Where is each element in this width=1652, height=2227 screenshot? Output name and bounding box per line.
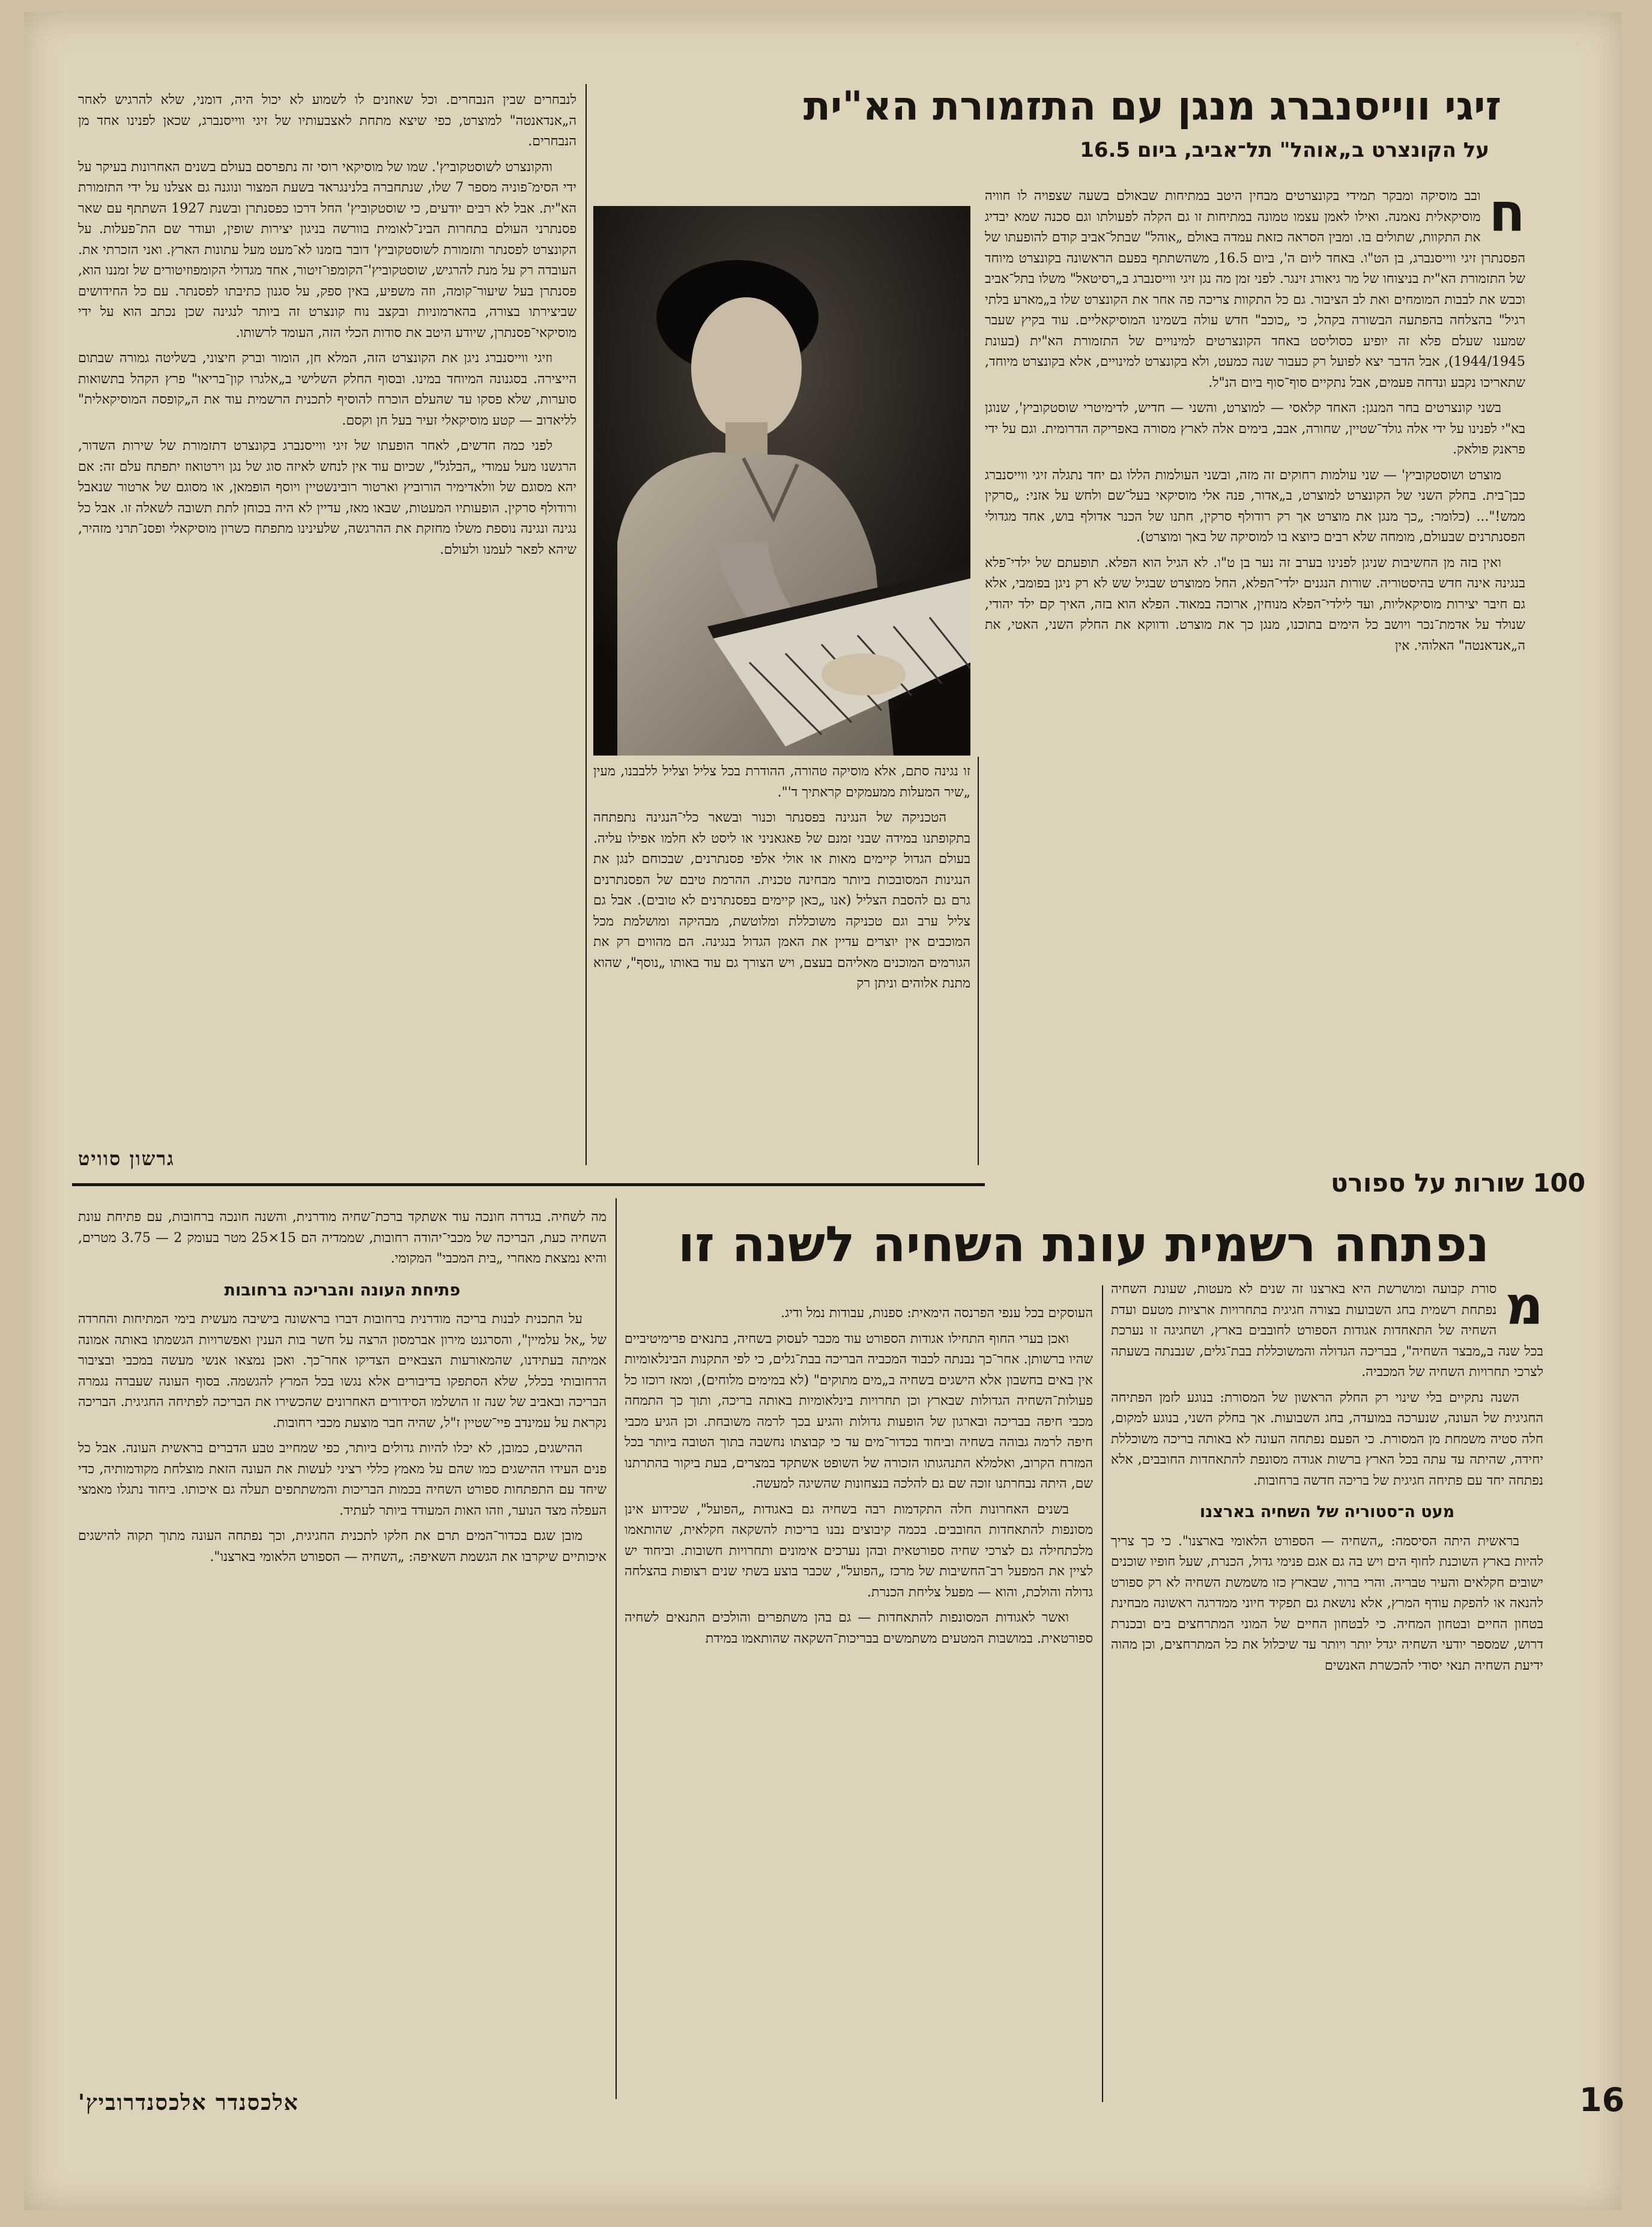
paragraph: בשני קונצרטים בחר המנגן: האחד קלאסי — למוצרט, והשני — חדיש, לדימיטרי שוסטקוביץ', שנוגן בא"י לפנינו על ידי אלה גולד־שטיין, שחורה, אבב, בימים אלה לארץ מסורה באפריקה הדרומית. וגם על ידי פראנק פולאק. [985,401,1525,457]
article1-byline: גרשון סוויט [78,1147,175,1170]
dropcap: ח [1489,186,1525,243]
article1-subtitle: על הקונצרט ב„אוהל" תל־אביב, ביום 16.5 [1080,138,1489,162]
pianist-photo [593,206,970,756]
paragraph: סורת קבועה ומושרשת היא בארצנו זה שנים לא מעטות, שעונת השחיה נפתחת רשמית בחג השבועות בצורה חגיגית בתחרויות ארציות מטעם ועדת השחיה של התאחדות אגודות הספורט לחובבים בארץ, ושחגיגה זו נערכת בכל שנה ב„מבצר השחיה", בבריכה הגדולה והמשוכללת בבת־גלים, שנבנתה בשעתה לצרכי תחרויות השחיה של המכביה. [1111,1282,1543,1380]
paragraph: וזיגי ווייסנברג ניגן את הקונצרט הזה, המלא חן, הומור וברק חיצוני, בשליטה גמורה שבתום הייצירה. בסגנונה המיוחד במינו. ובסוף החלק השלישי ב„אלגרו קון־בריאו" פרץ הקהל בתשואות סוערות, שלא פסקו עד שהעלם הוכרח להוסיף לתכנית הרשמית עוד את ה„קופסה המוסיקאלית" לליאדוב — קטע מוסיקאלי זעיר בעל חן וקסם. [78,351,576,428]
section-label: 100 שורות על ספורט [985,1168,1585,1198]
article1-column-right [985,186,1525,1135]
article1-column-middle [593,762,970,1134]
column-divider [616,1198,617,2099]
paragraph: ובב מוסיקה ומבקר תמידי בקונצרטים מבחין היטב במתיחות שבאולם בשעה שצפויה לו חוויה מוסיקאלית נאמנה. ואילו לאמן עצמו טמונה במתיחות זו גם הקלה לפעולתו וגם סכנה שמא יבדיג את התקוות, שתולים בו. ומבין הסראה כזאת עמדה באולם „אוהל" שבתל־אביב קודם להופעתו של הפסנתרן זיגי ווייסנברג, בן הט"ו. באחד ליום ה', ביום 16.5, משהשתתף בפעם הראשונה בקונצרט מיוחד של התזמורת הא"ית בניצוחו של מר גיאורג זינגר. לפני זמן מה נגן זיגי ווייסנברג ב„רסיטאל" משלו בתל־אביב וכבש את לבבות המומחים ואת לב הציבור. גם כל התקוות צריכה פה אחר את הקונצרט שלו ב„מארע בלתי רגיל" בהצלחה בהפתעה הבשורה בקהל, כי „כוכב" חדש עולה בשמינו המוסיקאליים. עוד בקיץ שעבר שמענו שעלם פלא זה יופיע כסוליסט באחד הקונצרטים למינויים של התזמורת הא"ית (בעונת 1944/1945), אבל הדבר יצא לפועל רק כעבור שנה כמעט, ולא בקונצרט למינויים, אלא בקונצרט מיוחד, שתאריכו נקבע ונדחה פעמים, אבל נתקיים סוף־סוף ביום הנ"ל. [985,189,1525,390]
paragraph: זו נגינה סתם, אלא מוסיקה טהורה, ההודרת בכל צליל וצליל ללבבנו, מעין „שיר המעלות ממעמקים קראתיך ד'". [593,764,970,800]
column-divider [585,84,587,1165]
paragraph: לפני כמה חדשים, לאחר הופעתו של זיגי ווייסנברג בקונצרט דתזמורת של שירות השדור, הרגשנו מעל עמודי „הבלגל", שכיום עוד אין לנחש לאיזה סוג של נגן וירטואוז יתפתח עלם זה: אם יהא מסוגם של וולאדימיר הורוביץ וארטור רובינשטיין ויוסף הופמאן, או מסוגם של ארטור שנאבל ורודולף סרקין. הופעותיו המעטות, שבאו מאז, עדיין לא היה בכוחן לתת תשובה לשאלה זו. אבל כל נגינה ונגינה נוספת משלו מחזקת את ההרגשה, שלעינינו מתפתח כשרון מוסיקאלי ופסנ־תרני מזהיר, שיהא לפאר לעמנו ולעולם. [78,438,576,557]
section-heading: מעט ה־סטוריה של השחיה בארצנו [1199,1503,1455,1521]
article2-title: נפתחה רשמית עונת השחיה לשנה זו [677,1216,1489,1273]
paragraph: מובן שגם בכדור־המים תרם את חלקו לתכנית החגיגית, וכך נפתחה העונה מתוך תקוה להישגים איכותיים שיקרבו את הגשמת השאיפה: „השחיה — הספורט הלאומי בארצנו". [78,1529,607,1565]
dropcap: מ [1505,1279,1543,1336]
newspaper-page [24,12,1625,2210]
paragraph: ההישגים, כמובן, לא יכלו להיות גדולים ביותר, כפי שמחייב טבע הדברים בראשית העונה. אבל כל פנים העידו ההישגים כמו שהם על מאמץ כללי רציני לעשות את העונה הזאת מוצלחת מקודמותיה, כדי שיחד עם התפתחות ספורט השחיה בכמות הבריכות והמשתתפים תעלה גם איכותו. ביחוד נתגלו מאמצי העפלה מצד הנוער, וזהו האות המעודד ביותר לעתיד. [78,1441,607,1518]
paragraph: ואשר לאגודות המסונפות להתאחדות — גם בהן משתפרים והולכים התנאים לשחיה ספורטאית. במושבות המטעים משתמשים בבריכות־השקאה שהותאמו במידת [625,1610,1093,1646]
article2-column-right [1111,1279,1543,2078]
section-heading: פתיחת העונה והבריכה ברחובות [224,1280,461,1300]
paragraph: בראשית היתה הסיסמה: „השחיה — הספורט הלאומי בארצנו". כי כך צריך להיות בארץ השוכנת לחוף הים ויש בה גם אגם פנימי גדול, הכנרת, שעל חופיו שוכנים ישובים חקלאים והעיר טבריה. והרי ברור, שבארץ כזו משמשת השחיה לא רק ספורט להנאה או להפקת עודף המרץ, אלא נושאת גם תפקיד חיוני ממדרגה ראשונה מבחינת בטחון החיים ובטחון המחיה. כי לבטחון החיים של המוני המתרחצים בים ובכנרת דרוש, שמספר יודעי השחיה יגדל יותר ויותר עד שיכלול את כל המתרחצים, וכן מהוה ידיעת השחיה תנאי יסודי להכשרת האנשים [1111,1533,1543,1673]
article2-column-left [78,1207,607,2072]
paragraph: ואין בזה מן החשיבות שניגן לפנינו בערב זה נער בן ט"ו. לא הגיל הוא הפלא. תופעתם של ילדי־פלא בנגינה אינה חדש בהיסטוריה. שורות הנגנים ילדי־הפלא, החל ממוצרט שבגיל שש לא רק ניגן בפומבי, אלא גם חיבר יצירות מוסיקאליות, ועד לילדי־הפלא מנוחין, ארוכה במאוד. הפלא הוא בזה, האיך קם ילד יהודי, שנולד על אדמת־נכר ויושב כל הימים בתוכנו, מנגן כך את מוצרט. ודווקא את החלק השני, האטי, את ה„אנדאנטה" האלוהי. אין [985,555,1525,653]
paragraph: מה לשחיה. בגדרה חונכה עוד אשתקד ברכת־שחיה מודרנית, והשנה חונכה ברחובות, עם פתיחת עונת השחיה כעת, הבריכה של מכבי־יהודה רחובות, שממדיה הם 15×25 מטר בעומק 2 — 3.75 מטרים, והיא נמצאת מאחרי „בית המכבי" המקומי. [78,1210,607,1266]
column-divider [1102,1285,1103,2102]
paragraph: העוסקים בכל ענפי הפרנסה הימאית: ספנות, עבודות נמל ודיג. [781,1306,1093,1321]
column-divider [978,757,979,1165]
paragraph: לנבחרים שבין הנבחרים. וכל שאוזנים לו לשמוע לא יכול היה, דומני, שלא להרגיש לאחר ה„אנדאנטה" למוצרט, כפי שיצא מתחת לאצבעותיו של זיגי ווייסנברג, שכאן לפנינו אחד מן הנבחרים. [78,92,576,149]
paragraph: והקונצרט לשוסטקוביץ'. שמו של מוסיקאי רוסי זה נתפרסם בעולם בשנים האחרונות בעיקר על ידי הסימ־פוניה מספר 7 שלו, שנתחברה בלנינגראד בשעת המצור ונוגנה גם אצלנו על ידי התזמורת הא"ית. אבל לא רבים יודעים, כי שוסטקוביץ' החל דרכו כפסנתרן ובשנת 1927 השתתף עם שאר פסנתרני העולם בתחרות הבינ־לאומית בוורשה בניגון יצירות שופין, ועודר שם הת־פעלות. על הקונצרט לפסנתר ותזמורת לשוסטקוביץ' דובר בזמנו לא־מעט מעל עתונות הארץ. ואני הזכרתי את. העובדה רק על מנת להרגיש, שוסטקוביץ'־הקומפו־זיטור, אחד מגדולי הקומפוזיטורים של זמננו הוא, פסנתרן בעל שיעור־קומה, וזה משפיע, באין ספק, על סגנון כתיבתו לפסנתר. עם כל החידושים שביצירתו בצורה, בהארמוניות ובקצב נוח קונצרט זה ביותר לנגינה שכן נכתב הוא על ידי מוסיקאי־פסנתרן, שיודע היטב את סודות הכלי הזה, העומד לרשותו. [78,159,576,341]
paragraph: ואכן בערי החוף התחילו אגודות הספורט עוד מכבר לעסוק בשחיה, בתנאים פרימיטיביים שהיו ברשותן. אחר־כך נבנתה לכבוד המכביה הבריכה בבת־גלים, כי לפי התקנות הבינלאומיות אין באים בחשבון אלא הישגים בשחיה ב„מים מתוקים" (לא במימים מלוחים), ומאז רוכזו כל פעולות־השחיה הגדולות שבארץ וכן תחרויות בינלאומיות באותה בריכה, ותוך כך התמחה מכבי חיפה בבריכה ובארגון של הופעות גדולות והגיע בכך לרמה משובחת. וכן הגיע מכבי חיפה לרמה גבוהה בשחיה וביחוד בכדור־מים עד כי קבוצתו נחשבה בתוך הטובה ביותר בכל המזרח הקרוב, ואלמלא התנהגותו הזכורה של השופט אשתקד במצרים, בעת ביקור בהתרתנו שם, היתה נבחרתנו זוכה שם גם להלכה בנצחונות שהשיגה למעשה. [625,1331,1093,1491]
paragraph: בשנים האחרונות חלה התקדמות רבה בשחיה גם באגודות „הפועל", שכידוע אינן מסונפות להתאחדות החובבים. בכמה קיבוצים נבנו בריכות להשקאה חקלאית, שהותאמו מלכתחילה גם לצרכי שחיה ספורטאית ובהן נערכים אימונים ותחרויות חשובות. וביחוד יש לציין את המפעל רב־החשיבות של מרכז „הפועל", שכבר בוצע בשתי שנים רצופות בהצלחה גדולה והולכת, והוא — מפעל צליחת הכנרת. [625,1501,1093,1600]
pianist-illustration [593,206,970,756]
article2-column-middle [625,1303,1093,2078]
paragraph: השנה נתקיים בלי שינוי רק החלק הראשון של המסורת: בנוגע לזמן הפתיחה החגיגית של העונה, שנערכה במועדה, בחג השבועות. אך בחלק השני, בנוגע למקום, חלה סטיה משמחת מן המסורת. כי הפעם נפתחה העונה לא באותה בריכה משוכללת יחידה, שהיתה עד עתה בכל הארץ ברשות אגודה מסונפת להתאחדות החובבים, אלא נפתחה יחד עם פתיחה חגיגית של בריכה חדשה ברחובות. [1111,1390,1543,1488]
paragraph: הטכניקה של הנגינה בפסנתר וכנור ובשאר כלי־הנגינה נתפתחה בתקופתנו במידה שבני זמנם של פאגאניני או ליסט לא חלמו אפילו עליה. בעולם הגדול קיימים מאות או אולי אלפי פסנתרנים, שבכוחם לנגן את הנגינות המסובכות ביותר מבחינה טכנית. ההרמת טיבם של הפסנתרנים גרם גם להסבת הצליל (אנו „כאן קיימים בפסנתרנים לא טובים). אבל גם צליל ערב וגם טכניקה משוכללת ומלוטשת, מבהיקה ומושלמת מכל המוכבים אין יוצרים עדיין את האמן הגדול בנגינה. הם מהווים רק את הגורמים המוכנים מאליהם בעצם, ויש הצורך גם עוד באותו „נוסף", שהוא מתנת אלוהים וניתן רק [593,810,970,991]
page-number: 16 [1579,2081,1625,2119]
article2-byline: אלכסנדר אלכסנדרוביץ' [78,2090,299,2115]
article1-title: זיגי ווייסנברג מנגן עם התזמורת הא"ית [803,83,1501,129]
paragraph: מוצרט ושוסטקוביץ' — שני עולמות רחוקים זה מזה, ובשני העולמות הללו גם יחד נתגלה זיגי ווייסנברג כבן־בית. בחלק השני של הקונצרט למוצרט, ב„אדור, פנה אלי מוסיקאי בעל־שם ולחש על אזני: „סרקין ממש!"... (כלומר: „כך מנגן את מוצרט אך רק רודולף סרקין, חתנו של הכנר אדולף בוש, אחד מגדולי הפסנתרנים שבעולם, מומחה שלא רבים כיוצא בו למוסיקה של באך ומוצרט). [985,467,1525,545]
article1-column-left [78,90,576,1135]
paragraph: על התכנית לבנות בריכה מודרנית ברחובות דברו בראשונה בישיבה מעשית בימי המתיחות והחרדה של „אל עלמיין", והסרגנט מירון אברמסון הרצה על חשר בות הענין ואפשרויות הגשמתו באותה אמונה אמיתה בעתידנו, שהמאורעות הצבאיים הצדיקו אחר־כך. ואכן נמצאו אנשי מעשה במכבי ובציבור הרחובותי בכלל, שלא הסתפקו בדיבורים אלא נגשו בכל המרץ להגשמה. בסוף העונה שעברה נגמרה הבריכה ובאביב של שנה זו הושלמו הסידורים האחרונים שהכשירו את הבריכה לפתיחה החגיגית. הבריכה נקראת על עמינדב פיי־שטיין ז"ל, שהיה חבר מוצעת מכבי רחובות. [78,1312,607,1431]
